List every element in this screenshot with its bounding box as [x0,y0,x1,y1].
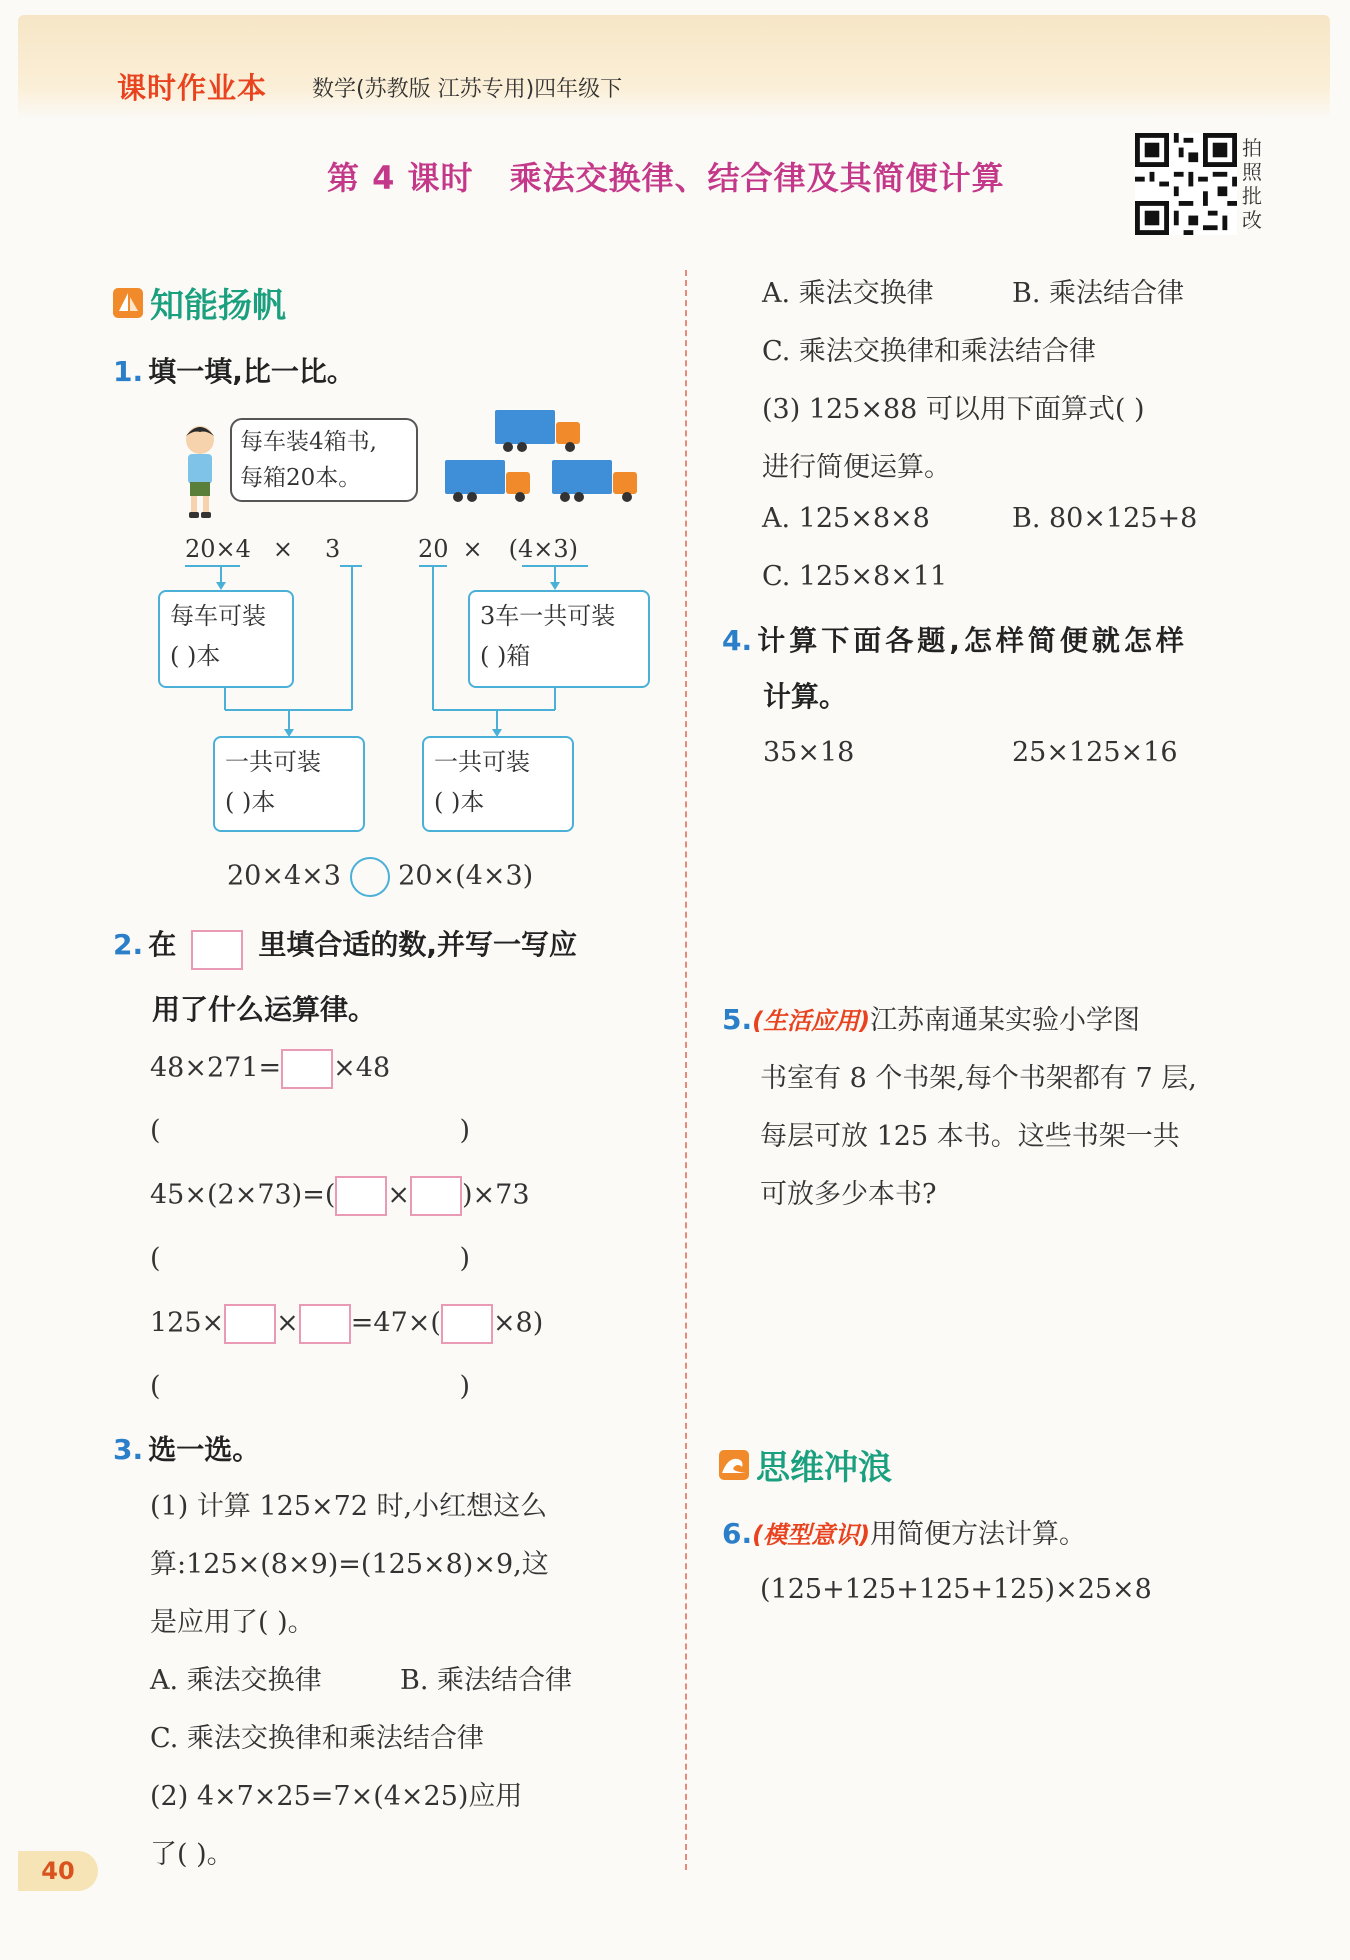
q2-line-2 [150,1176,530,1216]
section-heading-2 [718,1440,892,1489]
answer-box[interactable] [410,1176,462,1216]
calc-expression: 35×18 [763,737,855,768]
flow-box-answer: ( )本 [434,788,485,816]
question-text: 填一填,比一比。 [148,355,355,388]
expr-text: × [276,1307,299,1339]
paren: ) [459,1115,470,1146]
sample-blank-box [191,930,243,970]
question-4-heading [722,619,1188,659]
option-a[interactable]: A. 乘法交换律 [762,278,934,309]
question-text: 在 [148,928,177,961]
paren: ) [459,1243,470,1274]
wave-icon [718,1449,750,1481]
q3-part3-line[interactable]: (3) 125×88 可以用下面算式( ) [762,394,1145,425]
q3-part1-answer[interactable]: 是应用了( )。 [150,1607,315,1638]
option-c[interactable]: C. 乘法交换律和乘法结合律 [150,1723,484,1754]
q3-part2-line: (2) 4×7×25=7×(4×25)应用 [150,1781,523,1812]
expr-text: 45×(2×73)=( [150,1179,336,1211]
law-answer-3[interactable] [150,1371,470,1402]
expr-part: × [272,535,294,563]
flow-box-answer: ( )箱 [480,642,531,670]
expr-part: 20×4 [185,535,251,563]
expr-text: 48×271= [150,1052,282,1084]
expr-part: 20 [418,535,449,563]
paren: ) [459,1371,470,1402]
book-subtitle: 数学(苏教版 江苏专用)四年级下 [312,77,623,102]
expr-text: 125× [150,1307,225,1339]
section-title: 知能扬帆 [150,286,286,326]
calc-expression: (125+125+125+125)×25×8 [760,1574,1152,1605]
expr-text: =47×( [350,1307,441,1339]
option-b[interactable]: B. 乘法结合律 [400,1665,573,1696]
option-b[interactable]: B. 乘法结合律 [1012,278,1185,309]
qr-label-char: 照 [1242,160,1262,184]
calc-expression: 25×125×16 [1012,737,1178,768]
question-text-cont: 书室有 8 个书架,每个书架都有 7 层, [760,1063,1197,1094]
compare-blank[interactable] [350,857,390,897]
answer-box[interactable] [335,1176,387,1216]
question-text-cont: 每层可放 125 本书。这些书架一共 [760,1121,1180,1152]
q3-part2-answer[interactable]: 了( )。 [150,1839,234,1870]
question-text: 用简便方法计算。 [870,1519,1087,1550]
expr-part: 3 [325,535,341,563]
expr-text: ×48 [333,1052,391,1084]
q3-part1-line: (1) 计算 125×72 时,小红想这么 [150,1491,548,1522]
question-text: 里填合适的数,并写一写应 [258,928,578,961]
answer-box[interactable] [299,1304,351,1344]
law-answer-1[interactable] [150,1115,470,1146]
question-text: 计算下面各题,怎样简便就怎样 [757,624,1188,657]
question-text-cont: 计算。 [763,680,848,713]
law-answer-2[interactable] [150,1243,470,1274]
qr-label-char: 批 [1242,184,1262,208]
page-number: 40 [18,1851,98,1891]
flow-box-total-right [422,736,574,832]
question-number: 6. [722,1517,753,1550]
paren: ( [150,1243,161,1274]
q3-part3-line: 进行简便运算。 [762,452,951,483]
question-3-heading [113,1428,260,1468]
question-text-cont: 用了什么运算律。 [152,993,377,1026]
question-5-heading [722,998,1140,1037]
question-number: 2. [113,928,144,961]
expr-text: )×73 [462,1179,530,1211]
expr-text: ×8) [492,1307,544,1339]
lesson-topic: 乘法交换律、结合律及其简便计算 [509,159,1005,197]
compare-right: 20×(4×3) [398,860,534,892]
flow-box-per-truck [158,590,294,688]
question-tag: (模型意识) [752,1521,871,1549]
option-b[interactable]: B. 80×125+8 [1012,503,1198,534]
question-number: 5. [722,1003,753,1036]
question-number: 3. [113,1433,144,1466]
expr-text: × [387,1179,410,1211]
question-text: 江苏南通某实验小学图 [870,1005,1141,1036]
flow-box-label: 一共可装 [225,748,321,776]
qr-label-char: 改 [1242,208,1262,232]
answer-box[interactable] [224,1304,276,1344]
paren: ( [150,1371,161,1402]
option-c[interactable]: C. 乘法交换律和乘法结合律 [762,336,1096,367]
compare-left: 20×4×3 [227,860,341,892]
q3-part1-line: 算:125×(8×9)=(125×8)×9,这 [150,1549,549,1580]
speech-line: 每车装4箱书, [240,429,377,455]
lesson-number: 第 4 课时 [327,159,474,197]
question-text: 选一选。 [148,1433,261,1466]
flow-box-label: 3车一共可装 [480,602,616,630]
flow-box-label: 每车可装 [170,602,266,630]
q2-line-3 [150,1304,543,1344]
question-number: 1. [113,355,144,388]
qr-label-char: 拍 [1242,136,1262,160]
compare-line [227,857,533,897]
flow-box-three-trucks [468,590,650,688]
speech-line: 每箱20本。 [240,465,362,491]
option-a[interactable]: A. 125×8×8 [762,503,930,534]
question-number: 4. [722,624,753,657]
answer-box[interactable] [441,1304,493,1344]
expr-part: (4×3) [508,535,579,563]
flow-box-answer: ( )本 [225,788,276,816]
section-title: 思维冲浪 [756,1448,892,1488]
answer-box[interactable] [281,1049,333,1089]
flow-box-total-left [213,736,365,832]
question-6-heading [722,1512,1086,1551]
flow-box-label: 一共可装 [434,748,530,776]
question-text-cont: 可放多少本书? [760,1179,937,1210]
question-tag: (生活应用) [752,1007,871,1035]
q2-line-1 [150,1049,390,1089]
paren: ( [150,1115,161,1146]
question-2-heading [113,923,577,970]
option-c[interactable]: C. 125×8×11 [762,561,948,592]
brand-title: 课时作业本 [117,71,268,105]
flow-box-answer: ( )本 [170,642,221,670]
expr-part: × [462,535,483,563]
option-a[interactable]: A. 乘法交换律 [150,1665,322,1696]
column-divider [685,270,687,1870]
